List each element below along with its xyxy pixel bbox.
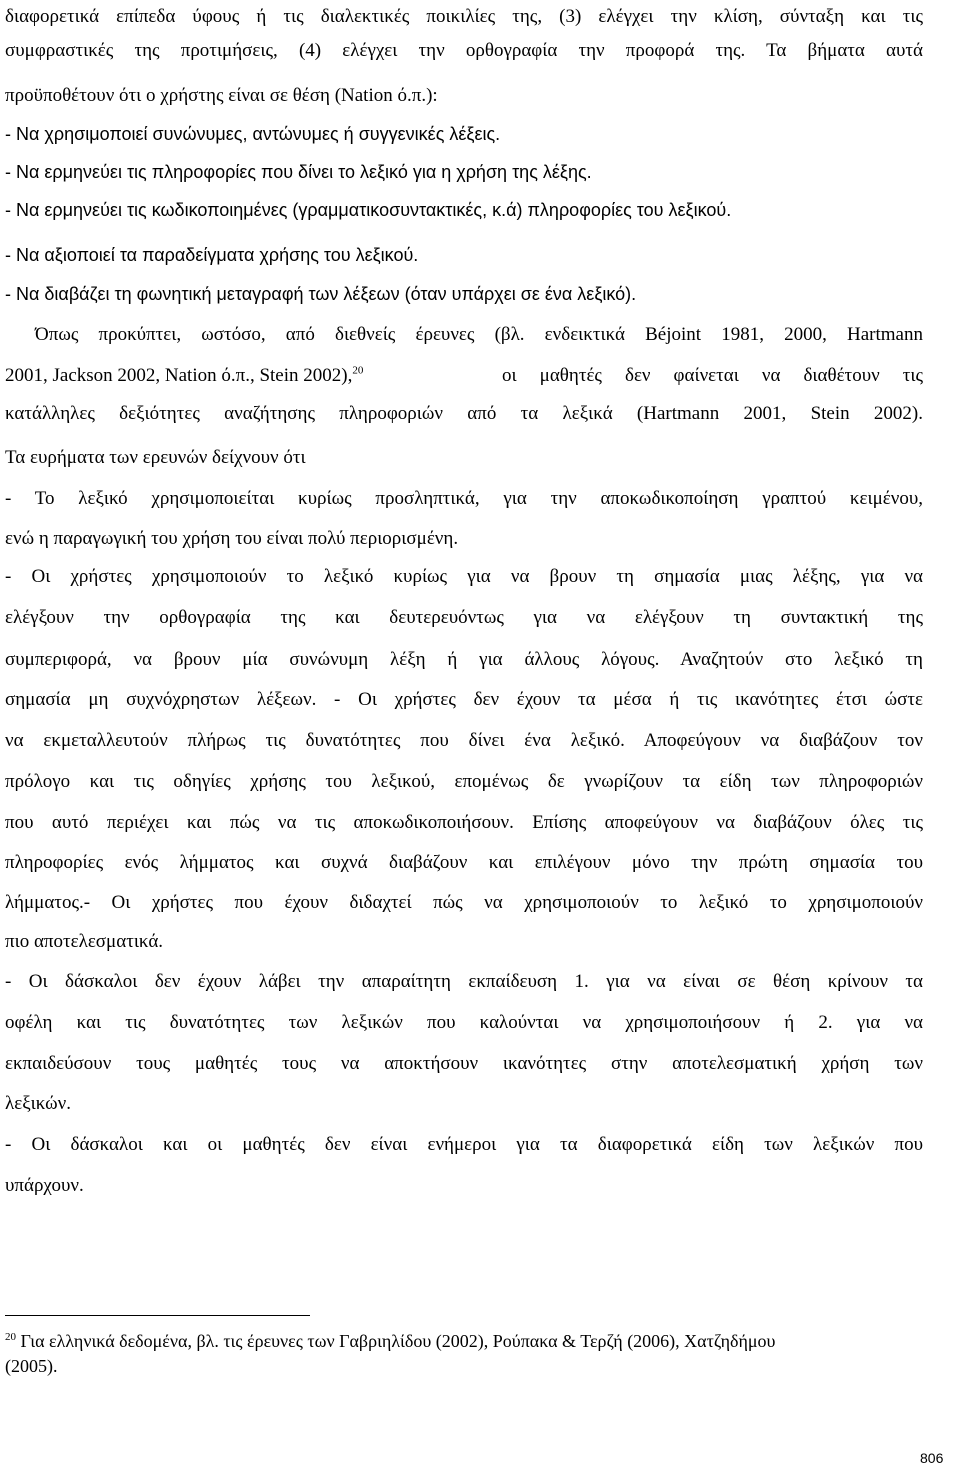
- footnote-marker: 20: [5, 1331, 16, 1343]
- text-line: υπάρχουν.: [5, 1175, 84, 1196]
- text-line: κατάλληλες δεξιότητες αναζήτησης πληροφοριών από τα λεξικά (Hartmann 2001, Stein 2002).: [5, 403, 923, 424]
- text-line: - Οι δάσκαλοι δεν έχουν λάβει την απαραίτητη εκπαίδευση 1. για να είναι σε θέση κρίνουν τα: [5, 971, 923, 992]
- footnote-ref: 20: [352, 364, 364, 377]
- text-line: πιο αποτελεσματικά.: [5, 931, 164, 952]
- text-line: σημασία μη συχνόχρηστων λέξεων. - Οι χρήστες δεν έχουν τα μέσα ή τις ικανότητες έτσι ώστε: [5, 689, 923, 710]
- text-line: Τα ευρήματα των ερευνών δείχνουν ότι: [5, 447, 306, 468]
- text-line: προϋποθέτουν ότι ο χρήστης είναι σε θέση (Nation ό.π.):: [5, 85, 438, 106]
- text-line: συμπεριφορά, να βρουν μία συνώνυμη λέξη ή για άλλους λόγους. Αναζητούν στο λεξικό τη: [5, 649, 923, 670]
- page-number: 806: [920, 1450, 944, 1466]
- text-line: οι μαθητές δεν φαίνεται να διαθέτουν τις: [502, 365, 923, 386]
- list-item: - Να ερμηνεύει τις κωδικοποιημένες (γραμματικοσυντακτικές, κ.ά) πληροφορίες του λεξικού.: [5, 200, 732, 220]
- text-line: διαφορετικά επίπεδα ύφους ή τις διαλεκτικές ποικιλίες της, (3) ελέγχει την κλίση, σύνταξη και τις: [5, 6, 923, 27]
- text-line: πρόλογο και τις οδηγίες χρήσης του λεξικού, επομένως δε γνωρίζουν τα είδη των πληροφοριών: [5, 771, 923, 792]
- text-line: ελέγξουν την ορθογραφία της και δευτερευόντως για να ελέγξουν τη συντακτική της: [5, 607, 923, 628]
- text-line: Όπως προκύπτει, ωστόσο, από διεθνείς έρευνες (βλ. ενδεικτικά Béjoint 1981, 2000, Hartmann: [35, 324, 923, 345]
- text-line: - Οι χρήστες χρησιμοποιούν το λεξικό κυρίως για να βρουν τη σημασία μιας λέξης, για να: [5, 566, 923, 587]
- text-line: - Το λεξικό χρησιμοποιείται κυρίως προσληπτικά, για την αποκωδικοποίηση γραπτού κειμένου,: [5, 488, 923, 509]
- text-line: λεξικών.: [5, 1093, 72, 1114]
- text-line: εκπαιδεύσουν τους μαθητές τους να αποκτήσουν ικανότητες στην αποτελεσματική χρήση των: [5, 1053, 923, 1074]
- footnote-divider: [5, 1315, 310, 1316]
- text-line: οφέλη και τις δυνατότητες των λεξικών που καλούνται να χρησιμοποιήσουν ή 2. για να: [5, 1012, 923, 1033]
- list-item: - Να διαβάζει τη φωνητική μεταγραφή των λέξεων (όταν υπάρχει σε ένα λεξικό).: [5, 284, 637, 304]
- list-item: - Να χρησιμοποιεί συνώνυμες, αντώνυμες ή συγγενικές λέξεις.: [5, 124, 501, 144]
- text-line: συμφραστικές της προτιμήσεις, (4) ελέγχει την ορθογραφία την προφορά της. Τα βήματα αυτά: [5, 40, 923, 61]
- text-line: - Οι δάσκαλοι και οι μαθητές δεν είναι ενήμεροι για τα διαφορετικά είδη των λεξικών που: [5, 1134, 923, 1155]
- footnote-text: Για ελληνικά δεδομένα, βλ. τις έρευνες των Γαβριηλίδου (2002), Ρούπακα & Τερζή (2006), Χατζηδήμου: [16, 1331, 776, 1351]
- footnote-continuation: (2005).: [5, 1356, 58, 1376]
- footnote: [5, 1330, 935, 1352]
- text-line: ενώ η παραγωγική του χρήση του είναι πολύ περιορισμένη.: [5, 528, 459, 549]
- list-item: - Να αξιοποιεί τα παραδείγματα χρήσης του λεξικού.: [5, 245, 419, 265]
- list-item: - Να ερμηνεύει τις πληροφορίες που δίνει το λεξικό για η χρήση της λέξης.: [5, 162, 592, 182]
- text-span: 2001, Jackson 2002, Nation ό.π., Stein 2002),: [5, 365, 353, 386]
- text-line: λήμματος.- Οι χρήστες που έχουν διδαχτεί πώς να χρησιμοποιούν το λεξικό το χρησιμοποιούν: [5, 892, 923, 913]
- text-line: που αυτό περιέχει και πώς να τις αποκωδικοποιήσουν. Επίσης αποφεύγουν να διαβάζουν όλες τις: [5, 812, 923, 833]
- text-line: πληροφορίες ενός λήμματος και συχνά διαβάζουν και επιλέγουν μόνο την πρώτη σημασία του: [5, 852, 923, 873]
- text-line: να εκμεταλλευτούν πλήρως τις δυνατότητες που δίνει ένα λεξικό. Αποφεύγουν να διαβάζουν τον: [5, 730, 923, 751]
